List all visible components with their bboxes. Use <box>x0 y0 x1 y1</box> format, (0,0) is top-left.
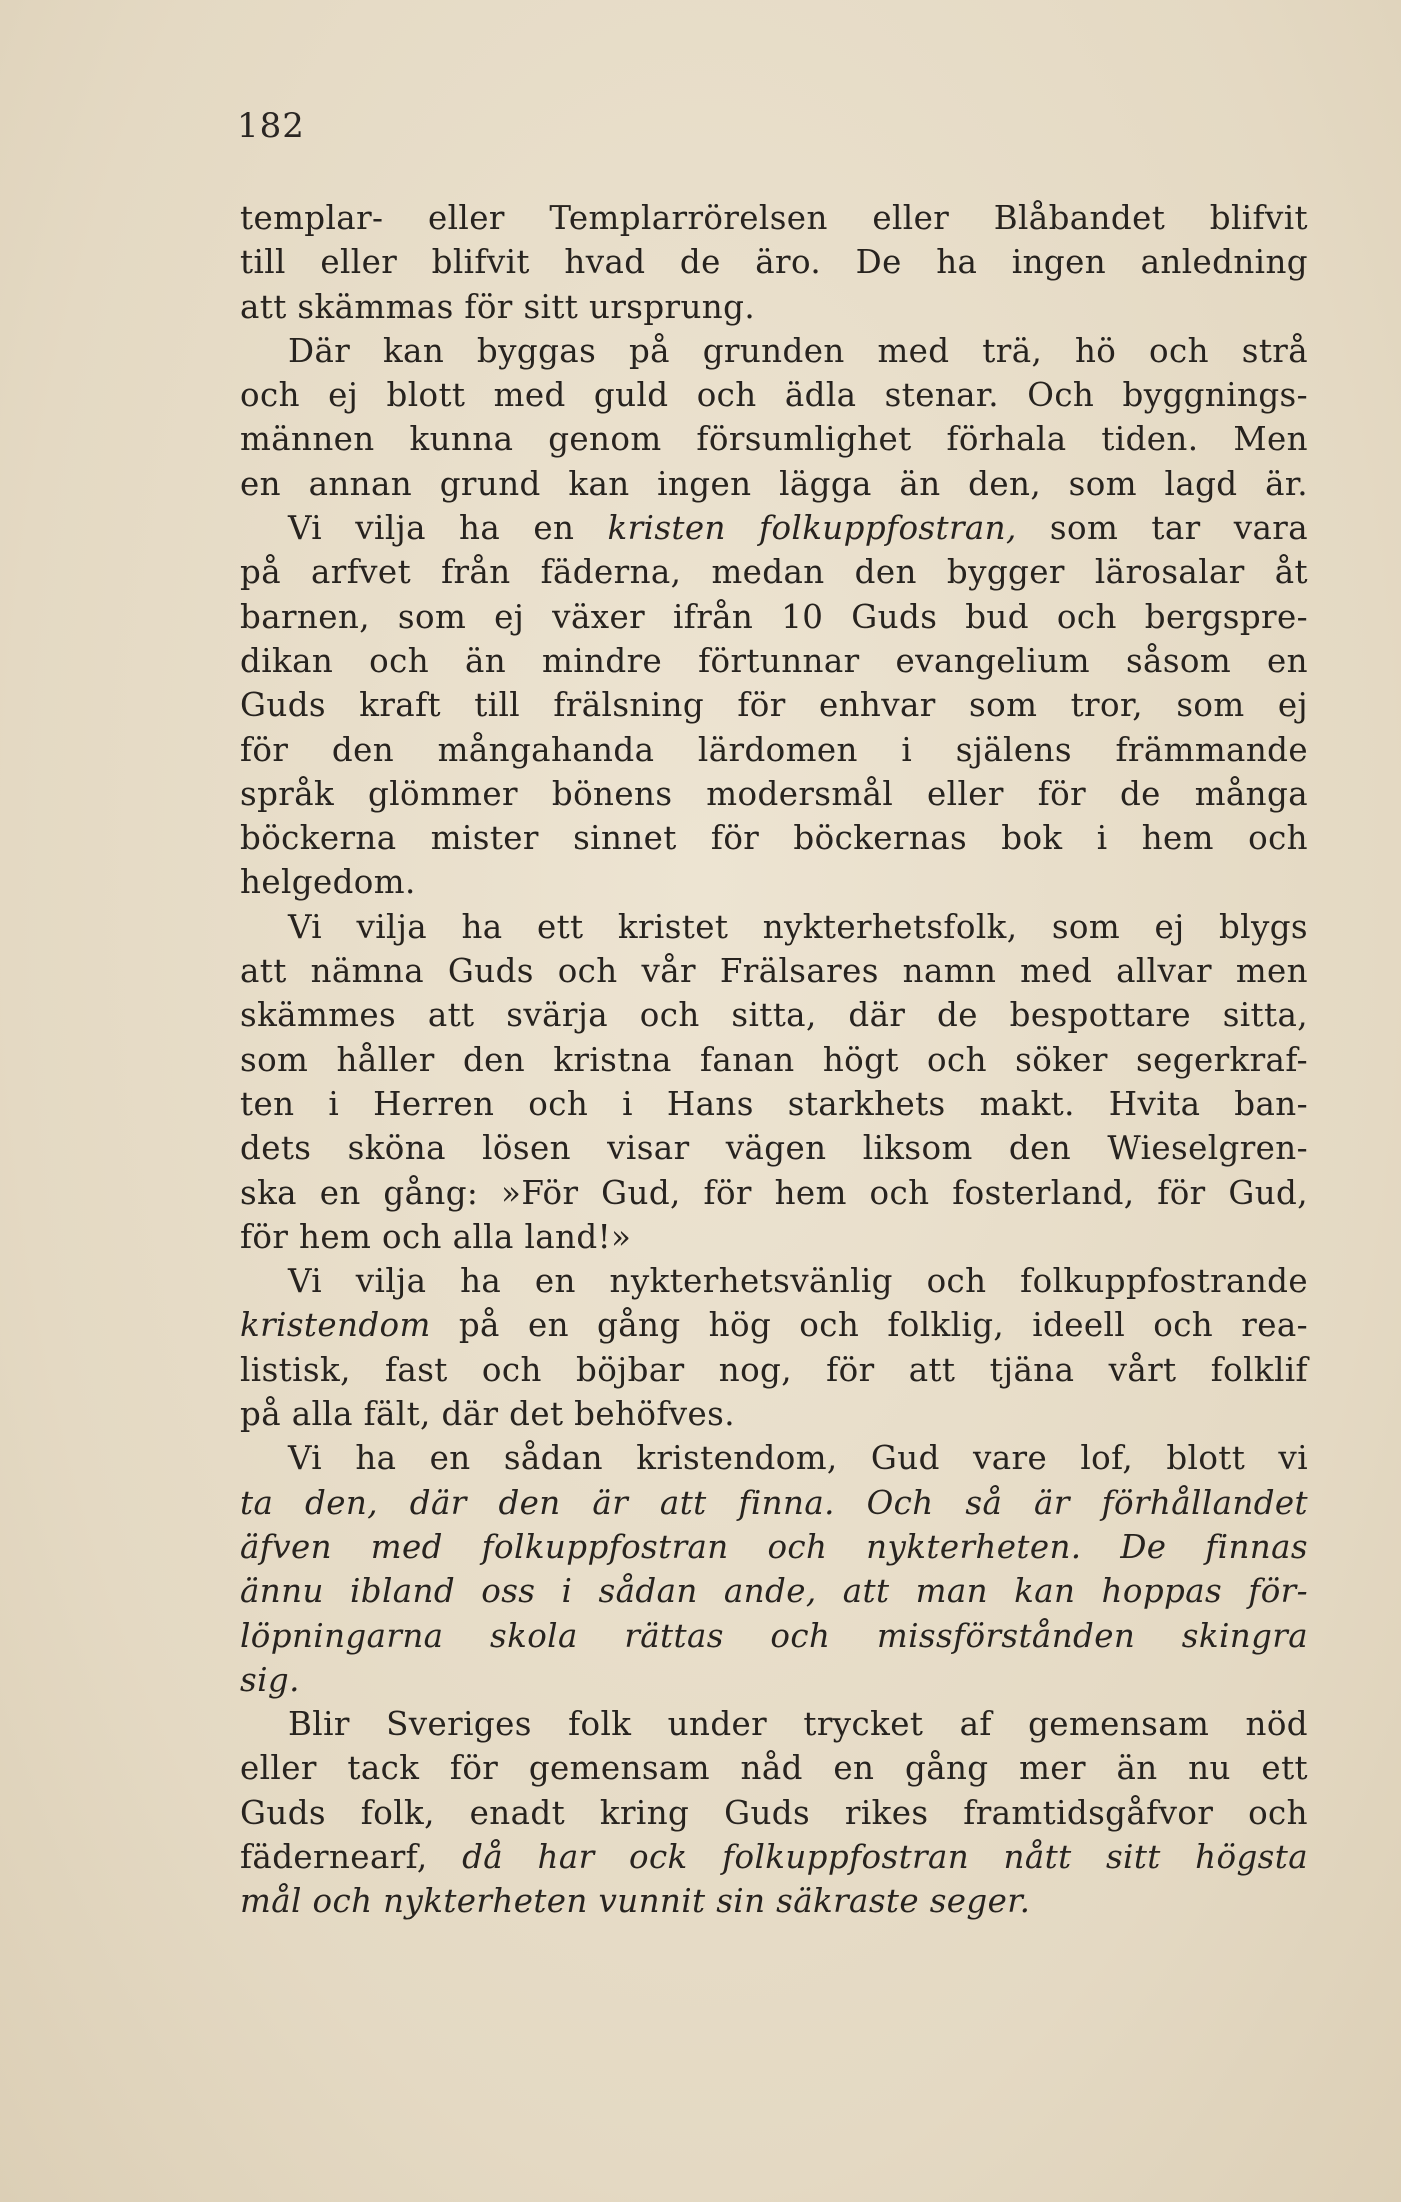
text-line <box>240 1702 1308 1746</box>
text-segment: på arfvet från fäderna, medan den bygger lärosalar åt <box>240 553 1308 592</box>
text-segment: Vi vilja ha ett kristet nykterhetsfolk, som ej blygs <box>288 907 1308 946</box>
text-segment: en annan grund kan ingen lägga än den, som lagd är. <box>240 464 1308 503</box>
text-line <box>240 905 1308 949</box>
text-line <box>240 993 1308 1037</box>
text-line <box>240 240 1308 284</box>
text-segment: på en gång hög och folklig, ideell och rea- <box>430 1306 1308 1345</box>
text-line <box>240 1614 1308 1658</box>
text-segment: Guds kraft till frälsning för enhvar som tror, som ej <box>240 686 1308 725</box>
text-segment: Guds folk, enadt kring Guds rikes framtidsgåfvor och <box>240 1793 1308 1832</box>
text-segment: Vi vilja ha en nykterhetsvänlig och folkuppfostrande <box>288 1262 1308 1301</box>
text-line <box>240 1259 1308 1303</box>
text-line <box>240 860 1308 904</box>
italic-text: ta den, där den är att finna. Och så är förhållandet <box>240 1483 1308 1522</box>
text-line <box>240 1835 1308 1879</box>
text-line <box>240 772 1308 816</box>
text-line <box>240 816 1308 860</box>
text-segment: Där kan byggas på grunden med trä, hö och strå <box>288 331 1308 370</box>
text-line <box>240 1348 1308 1392</box>
text-segment: eller tack för gemensam nåd en gång mer än nu ett <box>240 1749 1308 1788</box>
italic-text: mål och nykterheten vunnit sin säkraste seger. <box>240 1882 1031 1921</box>
text-segment: dikan och än mindre förtunnar evangelium såsom en <box>240 641 1308 680</box>
text-segment: som håller den kristna fanan högt och söker segerkraf- <box>240 1040 1308 1079</box>
text-segment: för hem och alla land!» <box>240 1217 632 1256</box>
text-segment: Vi vilja ha en <box>288 509 608 548</box>
text-line <box>240 1879 1308 1923</box>
text-segment: männen kunna genom försumlighet förhala tiden. Men <box>240 420 1308 459</box>
italic-text: sig. <box>240 1660 300 1699</box>
text-segment: dets sköna lösen visar vägen liksom den Wieselgren- <box>240 1129 1308 1168</box>
text-line <box>240 462 1308 506</box>
text-line <box>240 1126 1308 1170</box>
text-segment: böckerna mister sinnet för böckernas bok i hem och <box>240 819 1308 858</box>
text-line <box>240 417 1308 461</box>
text-line <box>240 1171 1308 1215</box>
text-segment: för den mångahanda lärdomen i själens främmande <box>240 730 1308 769</box>
page-number: 182 <box>237 106 305 146</box>
text-line <box>240 506 1308 550</box>
text-line <box>240 1303 1308 1347</box>
text-line <box>240 550 1308 594</box>
italic-text: då har ock folkuppfostran nått sitt högsta <box>462 1837 1308 1876</box>
text-line <box>240 728 1308 772</box>
body-text <box>240 196 1308 1924</box>
text-segment: till eller blifvit hvad de äro. De ha ingen anledning <box>240 243 1308 282</box>
italic-text: löpningarna skola rättas och missförstånden skingra <box>240 1616 1308 1655</box>
italic-text: äfven med folkuppfostran och nykterheten. De finnas <box>240 1527 1308 1566</box>
text-line <box>240 1569 1308 1613</box>
text-line <box>240 1392 1308 1436</box>
text-line <box>240 1746 1308 1790</box>
text-segment: att skämmas för sitt ursprung. <box>240 287 756 326</box>
text-line <box>240 683 1308 727</box>
text-line <box>240 329 1308 373</box>
text-segment: skämmes att svärja och sitta, där de bespottare sitta, <box>240 996 1308 1035</box>
text-line <box>240 1525 1308 1569</box>
text-line <box>240 1215 1308 1259</box>
text-segment: fädernearf, <box>240 1837 463 1876</box>
text-segment: ten i Herren och i Hans starkhets makt. Hvita ban- <box>240 1084 1308 1123</box>
text-line <box>240 639 1308 683</box>
text-segment: ska en gång: »För Gud, för hem och fosterland, för Gud, <box>240 1173 1308 1212</box>
text-segment: helgedom. <box>240 863 416 902</box>
italic-text: kristen folkuppfostran, <box>607 509 1017 548</box>
text-line <box>240 1658 1308 1702</box>
text-line <box>240 949 1308 993</box>
text-segment: på alla fält, där det behöfves. <box>240 1395 735 1434</box>
text-segment: Vi ha en sådan kristendom, Gud vare lof, blott vi <box>288 1439 1308 1478</box>
text-line <box>240 1436 1308 1480</box>
text-segment: barnen, som ej växer ifrån 10 Guds bud och bergspre- <box>240 597 1308 636</box>
text-line <box>240 1038 1308 1082</box>
text-segment: Blir Sveriges folk under trycket af gemensam nöd <box>288 1705 1308 1744</box>
text-segment: listisk, fast och böjbar nog, för att tjäna vårt folklif <box>240 1350 1308 1389</box>
text-line <box>240 595 1308 639</box>
italic-text: kristendom <box>240 1306 431 1345</box>
text-segment: att nämna Guds och vår Frälsares namn med allvar men <box>240 952 1308 991</box>
text-line <box>240 373 1308 417</box>
text-segment: och ej blott med guld och ädla stenar. Och byggnings- <box>240 376 1308 415</box>
text-line <box>240 285 1308 329</box>
text-segment: som tar vara <box>1016 509 1308 548</box>
italic-text: ännu ibland oss i sådan ande, att man kan hoppas för- <box>240 1572 1308 1611</box>
text-segment: templar- eller Templarrörelsen eller Blåbandet blifvit <box>240 199 1308 237</box>
text-line <box>240 1791 1308 1835</box>
text-line <box>240 1082 1308 1126</box>
text-segment: språk glömmer bönens modersmål eller för de många <box>240 774 1308 813</box>
text-line <box>240 1481 1308 1525</box>
text-line <box>240 196 1308 240</box>
